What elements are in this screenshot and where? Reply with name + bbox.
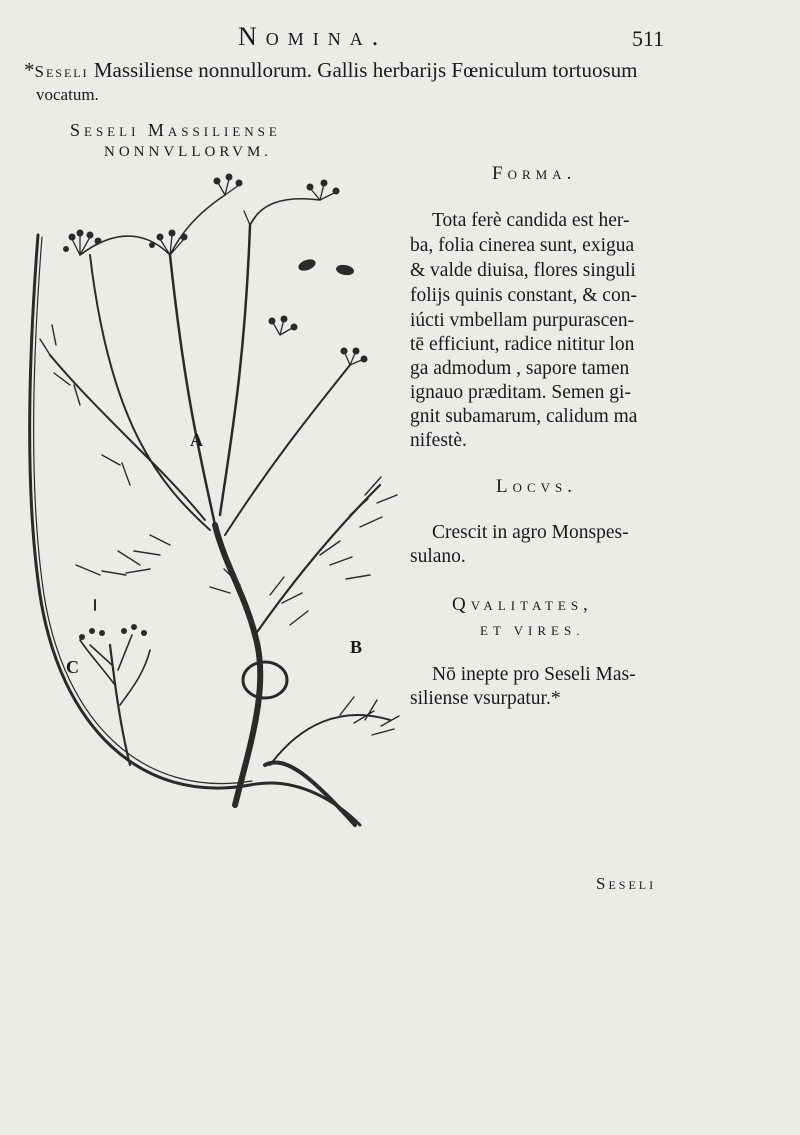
qualitates-line: siliense vsurpatur.* (410, 688, 561, 709)
locus-line: Crescit in agro Monspes- (432, 522, 629, 543)
page-number: 511 (632, 26, 665, 51)
plant-woodcut-illustration (20, 165, 420, 845)
qualitates-heading-1: Qvalitates, (452, 594, 593, 615)
figure-title-line-2: NONNVLLORVM. (104, 144, 273, 160)
locus-line: sulano. (410, 546, 466, 567)
forma-heading: Forma. (492, 163, 577, 184)
forma-line: nifestè. (410, 430, 467, 451)
nomenclature-line-1: *Seseli Massiliense nonnullorum. Gallis herbarijs Fœniculum tortuosum (24, 58, 638, 82)
figure-label-b: B (350, 637, 363, 657)
figure-label-a: A (190, 430, 203, 450)
figure-title-line-1: Seseli Massiliense (70, 120, 281, 140)
forma-line: Tota ferè candida est her- (432, 210, 630, 231)
forma-line: ba, folia cinerea sunt, exigua (410, 235, 635, 256)
locus-heading: Locvs. (496, 476, 578, 497)
forma-line: ignauo præditam. Semen gi- (410, 382, 631, 403)
forma-line: tē efficiunt, radice nititur lon (410, 334, 635, 355)
nomenclature-lead: Seseli (34, 62, 89, 81)
running-title: Nomina. (238, 22, 388, 51)
forma-line: gnit subamarum, calidum ma (410, 406, 638, 427)
qualitates-heading-2: ET VIRES. (480, 623, 585, 638)
nomenclature-rest: Massiliense nonnullorum. Gallis herbarijs Fœniculum tortuosum (93, 58, 638, 82)
forma-line: ga admodum , sapore tamen (410, 358, 630, 379)
catchword: Seseli (596, 874, 657, 893)
figure-label-c: C (66, 657, 79, 677)
nomenclature-line-2: vocatum. (36, 85, 99, 104)
forma-line: folijs quinis constant, & con- (410, 285, 637, 306)
qualitates-line: Nō inepte pro Seseli Mas- (432, 664, 636, 685)
forma-line: iúcti vmbellam purpurascen- (410, 310, 635, 331)
forma-line: & valde diuisa, flores singuli (410, 260, 636, 281)
